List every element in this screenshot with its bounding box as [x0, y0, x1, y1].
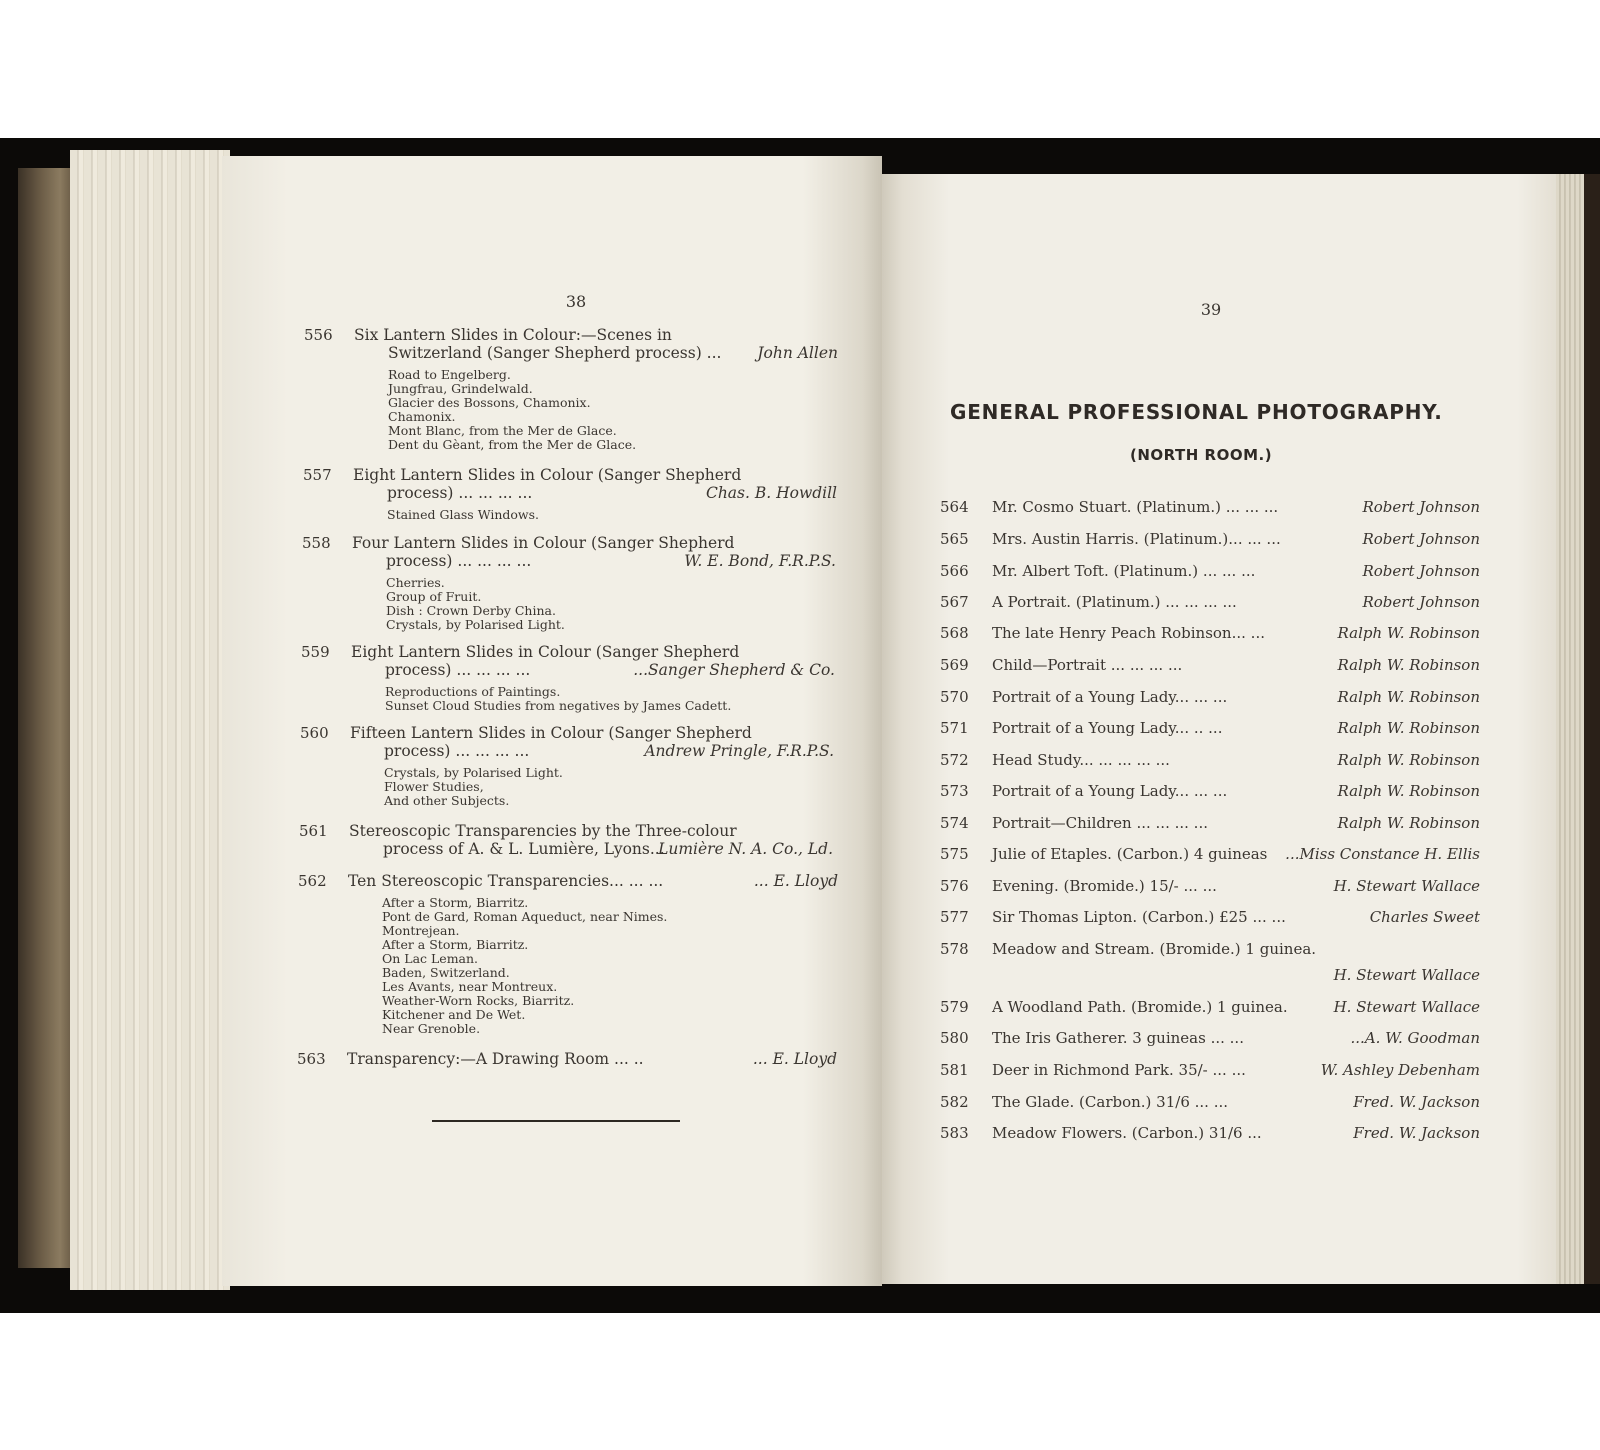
page-edges-left [70, 150, 230, 1290]
entry-title: Meadow Flowers. (Carbon.) 31/6 ... [992, 1124, 1262, 1142]
list-item: Baden, Switzerland. [382, 965, 510, 980]
entry-exhibitor: Chas. B. Howdill [705, 484, 837, 502]
list-item: Dish : Crown Derby China. [386, 603, 556, 618]
list-item: On Lac Leman. [382, 951, 479, 966]
entry-number: 562 [298, 872, 327, 890]
list-item: Chamonix. [388, 409, 456, 424]
table-row [940, 877, 1480, 899]
entry-number: 558 [302, 534, 331, 552]
entry-title: Julie of Etaples. (Carbon.) 4 guineas [992, 845, 1268, 863]
entry-title: Deer in Richmond Park. 35/- ... ... [992, 1061, 1246, 1079]
entry-number: 567 [940, 593, 969, 611]
list-item: Pont de Gard, Roman Aqueduct, near Nimes. [382, 909, 668, 924]
entry-title: Child—Portrait ... ... ... ... [992, 656, 1183, 674]
entry-title: Stereoscopic Transparencies by the Three-colour [349, 822, 737, 840]
entry-line2-text: process) ... ... ... ... [387, 484, 533, 502]
entry-number: 571 [940, 719, 969, 737]
entry-number: 573 [940, 782, 969, 800]
entry-line2-text: Switzerland (Sanger Shepherd process) ... [388, 344, 722, 362]
entry-number: 582 [940, 1093, 969, 1111]
list-item: Les Avants, near Montreux. [382, 979, 558, 994]
entry-number: 556 [304, 326, 333, 344]
entry-exhibitor: H. Stewart Wallace [1333, 998, 1480, 1016]
entry-title: Mrs. Austin Harris. (Platinum.)... ... ... [992, 530, 1281, 548]
entry-number: 561 [299, 822, 328, 840]
entry-number: 583 [940, 1124, 969, 1142]
entry-title: Portrait of a Young Lady... ... ... [992, 782, 1228, 800]
entry-number: 560 [300, 724, 329, 742]
list-item: Cherries. [386, 575, 445, 590]
table-row [940, 845, 1480, 867]
entry-number: 564 [940, 498, 969, 516]
entry-title: The late Henry Peach Robinson... ... [992, 624, 1265, 642]
entry-items [382, 896, 667, 1036]
list-item: Jungfrau, Grindelwald. [388, 381, 533, 396]
entry-number: 578 [940, 940, 969, 958]
list-item: Group of Fruit. [386, 589, 482, 604]
table-row [940, 498, 1480, 520]
entry-title: A Woodland Path. (Bromide.) 1 guinea. [992, 998, 1288, 1016]
entry-number: 577 [940, 908, 969, 926]
entry-line2 [383, 840, 833, 858]
list-item: Stained Glass Windows. [387, 507, 539, 522]
entry-title: A Portrait. (Platinum.) ... ... ... ... [992, 593, 1237, 611]
entry-line2-text: process) ... ... ... ... [385, 661, 531, 679]
list-item: Dent du Gèant, from the Mer de Glace. [388, 437, 637, 452]
entry-exhibitor: Robert Johnson [1362, 593, 1480, 611]
entry-title: Eight Lantern Slides in Colour (Sanger Shepherd [353, 466, 742, 484]
entry-title: Six Lantern Slides in Colour:—Scenes in [354, 326, 672, 344]
entry-title: Mr. Albert Toft. (Platinum.) ... ... ... [992, 562, 1256, 580]
entry-exhibitor: H. Stewart Wallace [1333, 877, 1480, 895]
entry-exhibitor: ... E. Lloyd [752, 1050, 837, 1068]
entry-exhibitor: Ralph W. Robinson [1337, 782, 1480, 800]
entry-number: 565 [940, 530, 969, 548]
list-item: Weather-Worn Rocks, Biarritz. [382, 993, 575, 1008]
list-item: Crystals, by Polarised Light. [384, 765, 563, 780]
entry-title: The Glade. (Carbon.) 31/6 ... ... [992, 1093, 1229, 1111]
list-item: Reproductions of Paintings. [385, 684, 561, 699]
page-subheading: (NORTH ROOM.) [1130, 446, 1273, 464]
table-row [940, 688, 1480, 710]
entry-line2-text: process of A. & L. Lumière, Lyons... [383, 840, 665, 858]
list-item: Kitchener and De Wet. [382, 1007, 526, 1022]
entry-line2 [384, 742, 834, 760]
book-spine-right [1584, 174, 1600, 1284]
entry-exhibitor: ...Sanger Shepherd & Co. [633, 661, 835, 679]
entry-number: 563 [297, 1050, 326, 1068]
entry-exhibitor: Lumière N. A. Co., Ld. [658, 840, 833, 858]
entry-items [388, 368, 636, 452]
entry-exhibitor: Ralph W. Robinson [1337, 814, 1480, 832]
page-number-right: 39 [1200, 300, 1222, 319]
table-row [940, 782, 1480, 804]
entry-exhibitor: Robert Johnson [1362, 562, 1480, 580]
entry-title: Mr. Cosmo Stuart. (Platinum.) ... ... ... [992, 498, 1279, 516]
entry-exhibitor: Robert Johnson [1362, 530, 1480, 548]
table-row [940, 1061, 1480, 1083]
page-heading: GENERAL PROFESSIONAL PHOTOGRAPHY. [950, 400, 1443, 424]
list-item: Montrejean. [382, 923, 460, 938]
entry-title: Meadow and Stream. (Bromide.) 1 guinea. [992, 940, 1317, 958]
list-item: Near Grenoble. [382, 1021, 481, 1036]
table-row [940, 940, 1480, 984]
list-item: After a Storm, Biarritz. [382, 937, 529, 952]
table-row [940, 530, 1480, 552]
entry-title: Portrait of a Young Lady... .. ... [992, 719, 1223, 737]
list-item: Flower Studies, [384, 779, 484, 794]
entry-exhibitor: Ralph W. Robinson [1337, 719, 1480, 737]
entry-exhibitor: Charles Sweet [1369, 908, 1480, 926]
entry-number: 566 [940, 562, 969, 580]
entry-exhibitor: Ralph W. Robinson [1337, 624, 1480, 642]
entry-exhibitor: W. E. Bond, F.R.P.S. [684, 552, 836, 570]
list-item: Glacier des Bossons, Chamonix. [388, 395, 591, 410]
entry-number: 575 [940, 845, 969, 863]
entry-number: 579 [940, 998, 969, 1016]
entry-title: Sir Thomas Lipton. (Carbon.) £25 ... ... [992, 908, 1286, 926]
entry-number: 559 [301, 643, 330, 661]
table-row [940, 562, 1480, 584]
entry-number: 572 [940, 751, 969, 769]
section-divider [432, 1120, 680, 1122]
entry-exhibitor: W. Ashley Debenham [1320, 1061, 1480, 1079]
entry-line2 [388, 344, 838, 362]
entry-number: 569 [940, 656, 969, 674]
list-item: Road to Engelberg. [388, 367, 511, 382]
entry-exhibitor: Fred. W. Jackson [1353, 1124, 1480, 1142]
entry-exhibitor: Ralph W. Robinson [1337, 688, 1480, 706]
entry-line2-text: process) ... ... ... ... [384, 742, 530, 760]
entry-title: Four Lantern Slides in Colour (Sanger Shepherd [352, 534, 735, 552]
entry-items [385, 685, 731, 713]
table-row [940, 719, 1480, 741]
entry-line2 [386, 552, 836, 570]
table-row [940, 1029, 1480, 1051]
entry-line2-text: process) ... ... ... ... [386, 552, 532, 570]
entry-number: 568 [940, 624, 969, 642]
table-row [940, 656, 1480, 678]
entry-exhibitor: Ralph W. Robinson [1337, 656, 1480, 674]
table-row [940, 998, 1480, 1020]
entry-title: Transparency:—A Drawing Room ... .. [347, 1050, 644, 1068]
entry-exhibitor: Ralph W. Robinson [1337, 751, 1480, 769]
entry-line2 [385, 661, 835, 679]
entry-exhibitor: ...Miss Constance H. Ellis [1285, 845, 1480, 863]
entry-items [386, 576, 565, 632]
entry-title: Evening. (Bromide.) 15/- ... ... [992, 877, 1217, 895]
entry-line2 [387, 484, 837, 502]
entry-items [384, 766, 563, 808]
list-item: After a Storm, Biarritz. [382, 895, 529, 910]
table-row [940, 1093, 1480, 1115]
table-row [940, 624, 1480, 646]
entry-exhibitor: H. Stewart Wallace [1333, 966, 1480, 984]
book-spine-left [18, 168, 78, 1268]
entry-exhibitor: John Allen [757, 344, 838, 362]
list-item: And other Subjects. [384, 793, 510, 808]
table-row [940, 1124, 1480, 1146]
table-row [940, 751, 1480, 773]
entry-items [387, 508, 539, 522]
entry-title: Eight Lantern Slides in Colour (Sanger Shepherd [351, 643, 740, 661]
entry-exhibitor: Fred. W. Jackson [1353, 1093, 1480, 1111]
entry-number: 574 [940, 814, 969, 832]
entry-exhibitor: ... E. Lloyd [753, 872, 838, 890]
entry-number: 557 [303, 466, 332, 484]
entry-exhibitor: Andrew Pringle, F.R.P.S. [644, 742, 834, 760]
entry-exhibitor: ...A. W. Goodman [1350, 1029, 1480, 1047]
list-item: Crystals, by Polarised Light. [386, 617, 565, 632]
entry-number: 576 [940, 877, 969, 895]
page-edges-right [1556, 174, 1586, 1284]
page-number-left: 38 [565, 292, 587, 311]
entry-title: The Iris Gatherer. 3 guineas ... ... [992, 1029, 1244, 1047]
entry-title: Fifteen Lantern Slides in Colour (Sanger Shepherd [350, 724, 752, 742]
entry-title: Ten Stereoscopic Transparencies... ... ... [348, 872, 664, 890]
table-row [940, 908, 1480, 930]
list-item: Sunset Cloud Studies from negatives by James Cadett. [385, 698, 732, 713]
table-row [940, 814, 1480, 836]
entry-number: 580 [940, 1029, 969, 1047]
entry-number: 581 [940, 1061, 969, 1079]
entry-title: Head Study... ... ... ... ... [992, 751, 1170, 769]
list-item: Mont Blanc, from the Mer de Glace. [388, 423, 617, 438]
entry-title: Portrait—Children ... ... ... ... [992, 814, 1208, 832]
entry-title: Portrait of a Young Lady... ... ... [992, 688, 1228, 706]
entry-number: 570 [940, 688, 969, 706]
table-row [940, 593, 1480, 615]
entry-exhibitor: Robert Johnson [1362, 498, 1480, 516]
